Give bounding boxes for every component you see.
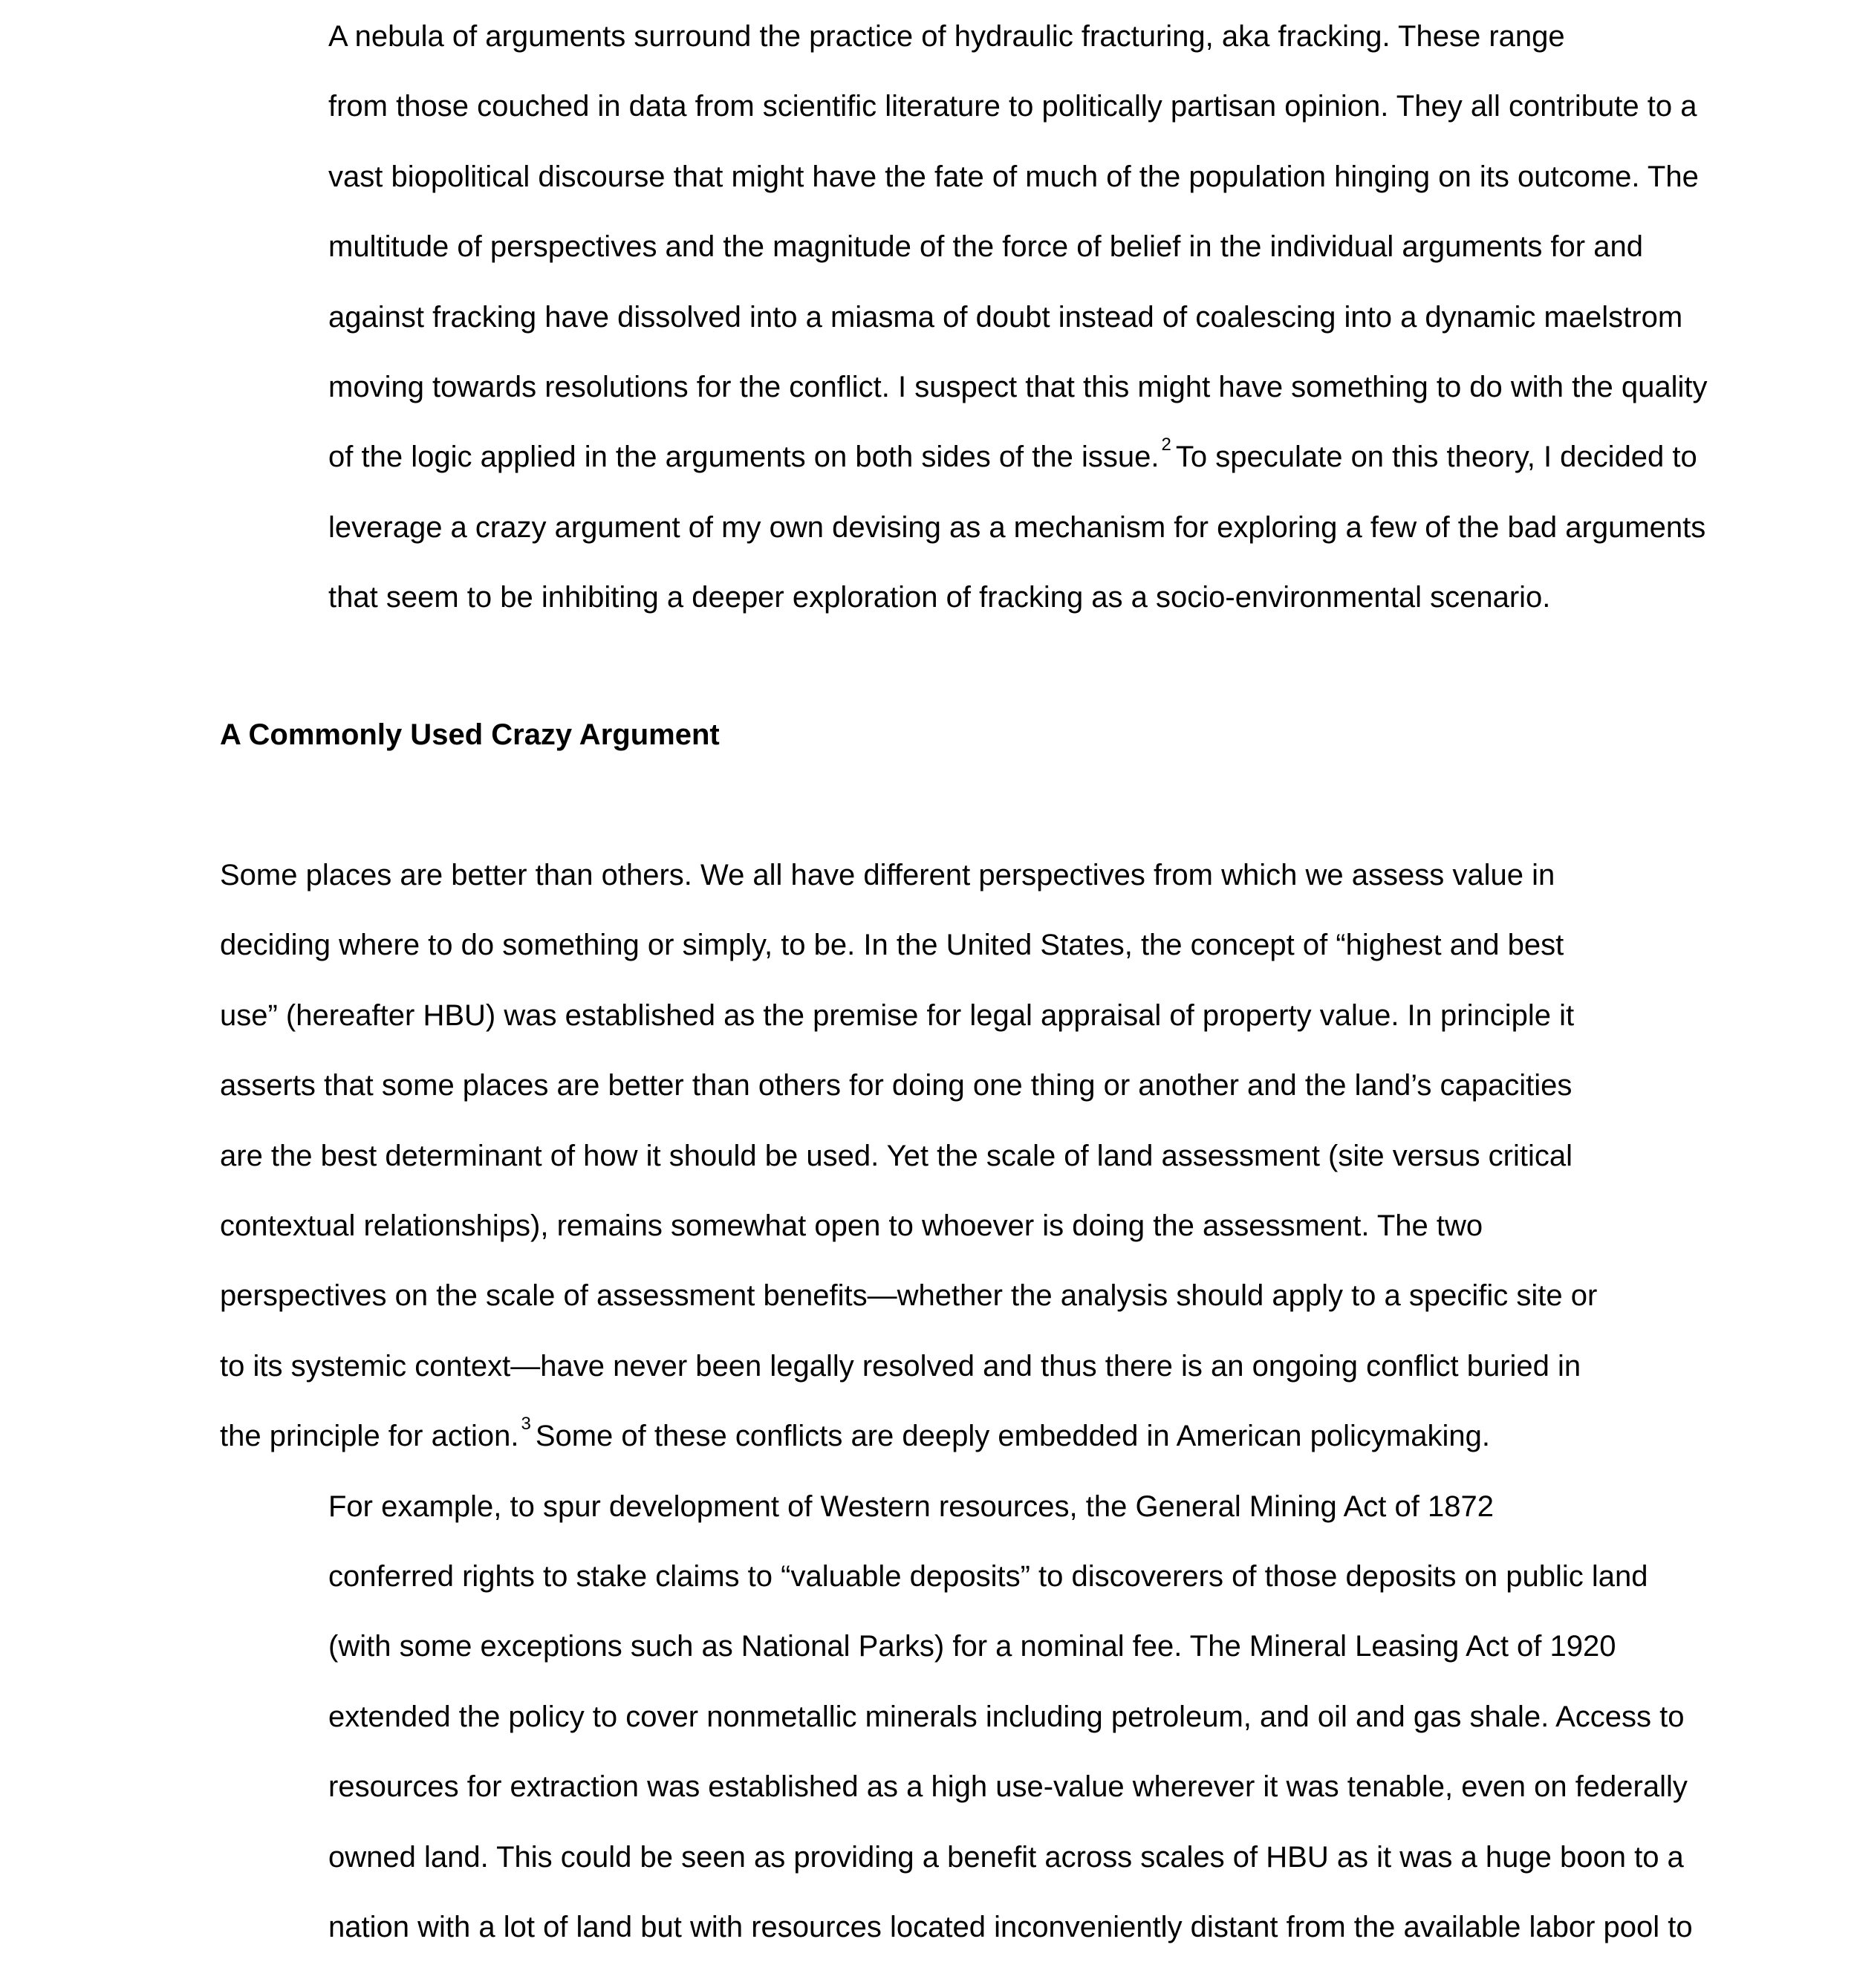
text-line: (with some exceptions such as National Parks) for a nominal fee. The Mineral Leasing Act of 1920 — [328, 1630, 1616, 1663]
text-line: For example, to spur development of Western resources, the General Mining Act of 1872 — [328, 1490, 1494, 1523]
text-line: resources for extraction was established as a high use-value wherever it was tenable, even on federally — [328, 1770, 1688, 1804]
text-line: owned land. This could be seen as providing a benefit across scales of HBU as it was a huge boon to a — [328, 1840, 1684, 1874]
text-line: nation with a lot of land but with resources located inconveniently distant from the available labor pool to — [328, 1911, 1693, 1944]
text-line: to its systemic context—have never been legally resolved and thus there is an ongoing conflict buried in — [220, 1349, 1581, 1383]
text-line: Some places are better than others. We all have different perspectives from which we assess value in — [220, 859, 1555, 891]
text-line: A nebula of arguments surround the practice of hydraulic fracturing, aka fracking. These range — [328, 20, 1565, 53]
text-line: use” (hereafter HBU) was established as the premise for legal appraisal of property value. In principle it — [220, 998, 1575, 1032]
text-segment: To speculate on this theory, I decided to — [1175, 441, 1697, 474]
section-heading: A Commonly Used Crazy Argument — [220, 718, 720, 751]
text-line: asserts that some places are better than others for doing one thing or another and the land’s capacities — [220, 1069, 1573, 1102]
footnote-ref-3[interactable]: 3 — [521, 1414, 531, 1435]
body-paragraphs — [220, 840, 1693, 1963]
text-line: extended the policy to cover nonmetallic minerals including petroleum, and oil and gas shale. Access to — [328, 1700, 1685, 1733]
text-line — [220, 422, 1697, 492]
text-segment: the principle for action. — [220, 1420, 519, 1453]
text-line: from those couched in data from scientific literature to politically partisan opinion. They all contribute to a — [328, 90, 1697, 123]
text-line: leverage a crazy argument of my own devising as a mechanism for exploring a few of the bad arguments — [328, 510, 1706, 544]
text-line: vast biopolitical discourse that might have the fate of much of the population hinging on its outcome. The — [328, 160, 1699, 193]
text-line: against fracking have dissolved into a miasma of doubt instead of coalescing into a dynamic maelstrom — [328, 300, 1683, 334]
text-segment: Some of these conflicts are deeply embedded in American policymaking. — [535, 1420, 1490, 1453]
text-line: moving towards resolutions for the conflict. I suspect that this might have something to do with the quality — [328, 371, 1708, 404]
intro-paragraph — [220, 1, 1708, 633]
text-line: deciding where to do something or simply, to be. In the United States, the concept of “highest and best — [220, 929, 1564, 962]
text-line: conferred rights to stake claims to “valuable deposits” to discoverers of those deposits on public land — [328, 1560, 1648, 1594]
text-line: are the best determinant of how it should be used. Yet the scale of land assessment (site versus critical — [220, 1139, 1573, 1172]
text-line: contextual relationships), remains somewhat open to whoever is doing the assessment. The two — [220, 1209, 1483, 1243]
mining-act-paragraph — [220, 1472, 1693, 1963]
footnote-ref-2[interactable]: 2 — [1161, 435, 1171, 455]
text-line: that seem to be inhibiting a deeper exploration of fracking as a socio-environmental scenario. — [328, 581, 1551, 614]
text-segment: of the logic applied in the arguments on both sides of the issue. — [328, 441, 1160, 474]
text-line — [220, 1401, 1646, 1471]
hbu-paragraph — [220, 840, 1646, 1472]
text-line: perspectives on the scale of assessment benefits—whether the analysis should apply to a specific site or — [220, 1279, 1598, 1313]
text-line: multitude of perspectives and the magnitude of the force of belief in the individual arguments for and — [328, 230, 1643, 264]
